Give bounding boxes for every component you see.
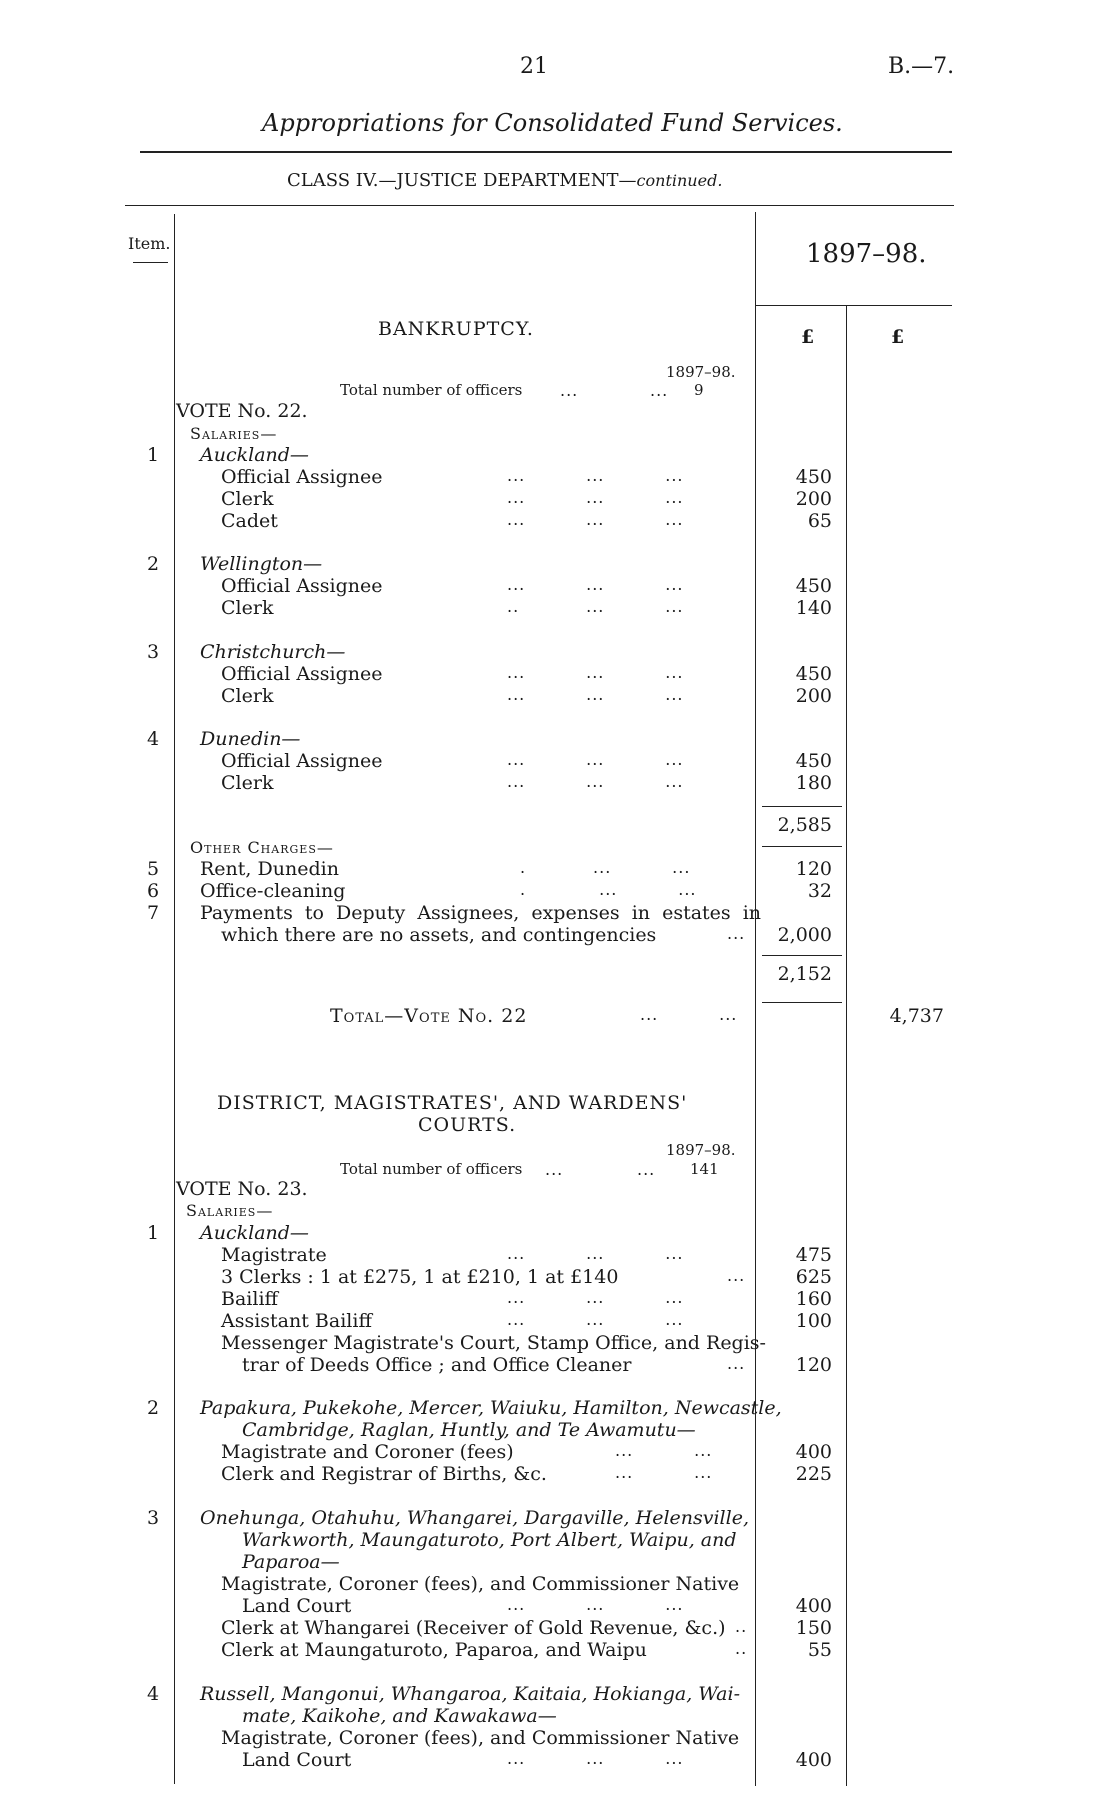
bankruptcy-officers-year: 1897–98.: [666, 363, 736, 381]
line-label: Messenger Magistrate's Court, Stamp Office, and Regis-: [221, 1332, 766, 1354]
page-title: Appropriations for Consolidated Fund Services.: [262, 109, 843, 137]
item-number: 2: [146, 1397, 160, 1419]
charges-subtotal: 2,152: [777, 963, 832, 985]
line-label: Magistrate and Coroner (fees): [221, 1441, 514, 1463]
district-heading-line2: COURTS.: [418, 1114, 517, 1136]
item-number: 5: [146, 858, 160, 880]
item-number: 2: [146, 553, 160, 575]
bankruptcy-officers-dots: ...: [650, 381, 669, 400]
district-officers-dots: ...: [545, 1160, 564, 1179]
item-number: 1: [146, 444, 160, 466]
leader-dots: ... ... ...: [507, 575, 684, 594]
item-number: 1: [146, 1222, 160, 1244]
line-label: Official Assignee: [221, 466, 383, 488]
line-label: Clerk at Maungaturoto, Paparoa, and Waipu: [221, 1639, 647, 1661]
district-officers-year: 1897–98.: [666, 1141, 736, 1159]
line-label: Magistrate, Coroner (fees), and Commissioner Native: [221, 1573, 740, 1595]
line-amount: 160: [795, 1288, 832, 1310]
group-place: Wellington—: [200, 553, 323, 575]
line-label: Office-cleaning: [200, 880, 346, 902]
subtotal-rule: [762, 955, 842, 956]
year-header-rule: [755, 305, 952, 306]
line-amount: 475: [795, 1244, 832, 1266]
leader-dots: ... ... ...: [507, 772, 684, 791]
item-number: 3: [146, 641, 160, 663]
group-place: Onehunga, Otahuhu, Whangarei, Dargaville, Helensville,: [200, 1507, 749, 1529]
leader-dots: ... ... ...: [507, 1595, 684, 1614]
item-header-dash: [133, 262, 168, 263]
line-label: Official Assignee: [221, 663, 383, 685]
item-number: 7: [146, 902, 160, 924]
line-label-continued: which there are no assets, and contingencies: [221, 924, 657, 946]
bankruptcy-officers-count: 9: [694, 381, 704, 399]
line-label: Clerk at Whangarei (Receiver of Gold Revenue, &c.): [221, 1617, 726, 1639]
leader-dots: ..: [735, 1639, 748, 1658]
other-charges-label: Other Charges—: [190, 838, 334, 857]
page-number: 21: [520, 54, 548, 79]
leader-dots: ... ... ...: [507, 510, 684, 529]
line-amount: 2,000: [777, 924, 832, 946]
group-place: Auckland—: [200, 444, 309, 466]
salaries-subtotal: 2,585: [777, 814, 832, 836]
leader-dots: . ... ...: [520, 858, 691, 877]
line-amount: 400: [795, 1749, 832, 1771]
leader-dots: ...: [727, 1354, 746, 1373]
leader-dots: ...: [727, 924, 746, 943]
group-place-continued: Cambridge, Raglan, Huntly, and Te Awamutu—: [242, 1419, 696, 1441]
leader-dots: ...: [727, 1266, 746, 1285]
group-place: Russell, Mangonui, Whangaroa, Kaitaia, Hokianga, Wai-: [200, 1683, 740, 1705]
line-amount: 150: [795, 1617, 832, 1639]
line-amount: 200: [795, 488, 832, 510]
vote-22-label: VOTE No. 22.: [176, 400, 308, 422]
line-label: Official Assignee: [221, 575, 383, 597]
line-amount: 625: [795, 1266, 832, 1288]
leader-dots: .. ... ...: [507, 597, 684, 616]
group-place: Papakura, Pukekohe, Mercer, Waiuku, Hamilton, Newcastle,: [200, 1397, 782, 1419]
district-heading-line1: DISTRICT, MAGISTRATES', AND WARDENS': [217, 1092, 688, 1114]
item-number: 4: [146, 728, 160, 750]
salaries-label: Salaries—: [186, 1201, 274, 1220]
district-officers-label: Total number of officers: [340, 1160, 523, 1178]
line-label: 3 Clerks : 1 at £275, 1 at £210, 1 at £140: [221, 1266, 619, 1288]
line-amount: 400: [795, 1595, 832, 1617]
class-title-continued: continued.: [636, 171, 723, 190]
bankruptcy-officers-dots: ...: [560, 381, 579, 400]
leader-dots: ... ...: [640, 1005, 738, 1024]
amount-column-rule: [755, 212, 756, 1786]
leader-dots: ..: [735, 1617, 748, 1636]
item-number: 3: [146, 1507, 160, 1529]
line-label: Clerk: [221, 772, 274, 794]
leader-dots: ... ... ...: [507, 1749, 684, 1768]
line-label: Magistrate, Coroner (fees), and Commissioner Native: [221, 1727, 740, 1749]
class-title: [287, 170, 722, 192]
line-amount: 100: [795, 1310, 832, 1332]
line-label-continued: Land Court: [242, 1595, 352, 1617]
line-amount: 32: [807, 880, 832, 902]
leader-dots: ... ... ...: [507, 1288, 684, 1307]
vote-22-total-label: Total—Vote No. 22: [330, 1005, 528, 1027]
subcolumn-rule: [846, 306, 847, 1786]
leader-dots: ... ...: [615, 1463, 713, 1482]
vote-23-label: VOTE No. 23.: [176, 1178, 308, 1200]
subtotal-rule: [762, 846, 842, 847]
item-column-rule: [174, 214, 175, 1784]
group-place-continued: mate, Kaikohe, and Kawakawa—: [242, 1705, 557, 1727]
line-label-continued: Land Court: [242, 1749, 352, 1771]
item-number: 4: [146, 1683, 160, 1705]
table-top-rule: [125, 205, 954, 206]
leader-dots: ... ... ...: [507, 663, 684, 682]
line-label: Cadet: [221, 510, 278, 532]
line-amount: 400: [795, 1441, 832, 1463]
leader-dots: ... ... ...: [507, 466, 684, 485]
line-amount: 200: [795, 685, 832, 707]
line-amount: 450: [795, 663, 832, 685]
group-place: Dunedin—: [200, 728, 301, 750]
line-amount: 65: [807, 510, 832, 532]
item-column-header: Item.: [128, 234, 171, 253]
page-reference: B.—7.: [888, 54, 955, 79]
bankruptcy-officers-label: Total number of officers: [340, 381, 523, 399]
line-label: Assistant Bailiff: [221, 1310, 372, 1332]
pound-column-1: £: [801, 326, 815, 348]
line-amount: 450: [795, 575, 832, 597]
group-place: Auckland—: [200, 1222, 309, 1244]
line-label-continued: trar of Deeds Office ; and Office Cleaner: [242, 1354, 632, 1376]
pound-column-2: £: [891, 326, 905, 348]
line-label: Rent, Dunedin: [200, 858, 339, 880]
line-label: Payments to Deputy Assignees, expenses in estates in: [200, 902, 762, 924]
line-label: Official Assignee: [221, 750, 383, 772]
leader-dots: ... ... ...: [507, 750, 684, 769]
year-column-header: 1897–98.: [806, 239, 927, 269]
salaries-label: Salaries—: [190, 424, 278, 443]
line-amount: 120: [795, 858, 832, 880]
line-label: Clerk: [221, 597, 274, 619]
line-label: Bailiff: [221, 1288, 279, 1310]
line-amount: 140: [795, 597, 832, 619]
subtotal-rule: [762, 806, 842, 807]
line-amount: 450: [795, 750, 832, 772]
title-rule: [140, 151, 952, 153]
line-amount: 225: [795, 1463, 832, 1485]
leader-dots: ... ...: [615, 1441, 713, 1460]
district-officers-dots: ...: [637, 1160, 656, 1179]
subtotal-rule: [762, 1002, 842, 1003]
line-amount: 180: [795, 772, 832, 794]
line-label: Clerk and Registrar of Births, &c.: [221, 1463, 547, 1485]
line-label: Clerk: [221, 685, 274, 707]
group-place: Christchurch—: [200, 641, 346, 663]
bankruptcy-heading: BANKRUPTCY.: [378, 318, 534, 340]
line-label: Magistrate: [221, 1244, 327, 1266]
leader-dots: ... ... ...: [507, 488, 684, 507]
leader-dots: ... ... ...: [507, 685, 684, 704]
line-amount: 450: [795, 466, 832, 488]
group-place-continued: Warkworth, Maungaturoto, Port Albert, Waipu, and: [242, 1529, 737, 1551]
line-amount: 55: [807, 1639, 832, 1661]
leader-dots: . ... ...: [520, 880, 697, 899]
class-title-main: CLASS IV.—JUSTICE DEPARTMENT—: [287, 170, 637, 191]
group-place-continued: Paparoa—: [242, 1551, 340, 1573]
leader-dots: ... ... ...: [507, 1244, 684, 1263]
district-officers-count: 141: [690, 1160, 719, 1178]
item-number: 6: [146, 880, 160, 902]
vote-22-total: 4,737: [889, 1005, 944, 1027]
line-amount: 120: [795, 1354, 832, 1376]
leader-dots: ... ... ...: [507, 1310, 684, 1329]
line-label: Clerk: [221, 488, 274, 510]
